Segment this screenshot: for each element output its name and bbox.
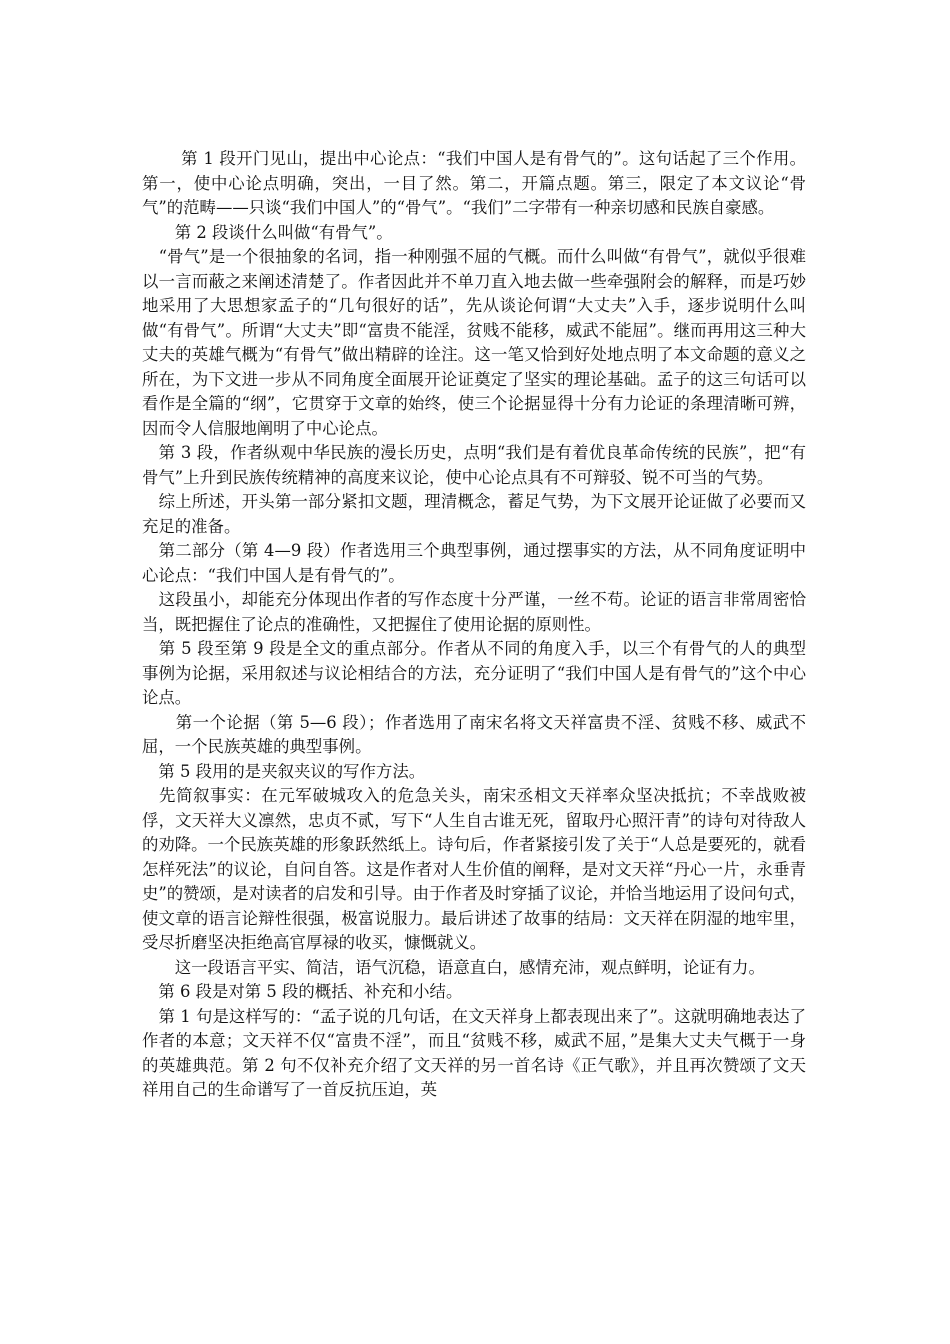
paragraph-4: 第 3 段，作者纵观中华民族的漫长历史，点明“我们是有着优良革命传统的民族”，把“有骨气”上升到民族传统精神的高度来议论，使中心论点具有不可辩驳、锐不可当的气势。 xyxy=(142,443,806,487)
paragraph-7: 这段虽小，却能充分体现出作者的写作态度十分严谨，一丝不苟。论证的语言非常周密恰当，既把握住了论点的准确性，又把握住了使用论据的原则性。 xyxy=(142,590,806,634)
paragraph-1: 第 1 段开门见山，提出中心论点：“我们中国人是有骨气的”。这句话起了三个作用。第一，使中心论点明确，突出，一目了然。第二，开篇点题。第三，限定了本文议论“骨气”的范畴——只谈“我们中国人”的“骨气”。“我们”二字带有一种亲切感和民族自豪感。 xyxy=(142,149,806,217)
paragraph-5: 综上所述，开头第一部分紧扣文题，理清概念，蓄足气势，为下文展开论证做了必要而又充足的准备。 xyxy=(142,492,806,536)
paragraph-6: 第二部分（第 4—9 段）作者选用三个典型事例，通过摆事实的方法，从不同角度证明中心论点：“我们中国人是有骨气的”。 xyxy=(142,541,806,585)
paragraph-8: 第 5 段至第 9 段是全文的重点部分。作者从不同的角度入手，以三个有骨气的人的典型事例为论据，采用叙述与议论相结合的方法，充分证明了“我们中国人是有骨气的”这个中心论点。 xyxy=(142,639,806,707)
paragraph-12: 这一段语言平实、简洁，语气沉稳，语意直白，感情充沛，观点鲜明，论证有力。 xyxy=(142,957,765,977)
paragraph-11: 先简叙事实：在元军破城攻入的危急关头，南宋丞相文天祥率众坚决抵抗；不幸战败被俘，文天祥大义凛然，忠贞不贰，写下“人生自古谁无死，留取丹心照汗青”的诗句对待敌人的劝降。一个民族英雄的形象跃然纸上。诗句后，作者紧接引发了关于“人总是要死的，就看怎样死法”的议论，自问自答。这是作者对人生价值的阐释，是对文天祥“丹心一片，永垂青史”的赞颂，是对读者的启发和引导。由于作者及时穿插了议论，并恰当地运用了设问句式，使文章的语言论辩性很强，极富说服力。最后讲述了故事的结局：文天祥在阴湿的地牢里，受尽折磨坚决拒绝高官厚禄的收买，慷慨就义。 xyxy=(142,786,807,952)
paragraph-10: 第 5 段用的是夹叙夹议的写作方法。 xyxy=(142,761,426,781)
paragraph-9: 第一个论据（第 5—6 段）；作者选用了南宋名将文天祥富贵不淫、贫贱不移、威武不屈，一个民族英雄的典型事例。 xyxy=(142,712,806,756)
paragraph-2: 第 2 段谈什么叫做“有骨气”。 xyxy=(142,222,393,242)
paragraph-3: “骨气”是一个很抽象的名词，指一种刚强不屈的气概。而什么叫做“有骨气”，就似乎很难以一言而蔽之来阐述清楚了。作者因此并不单刀直入地去做一些牵强附会的解释，而是巧妙地采用了大思想家孟子的“几句很好的话”，先从谈论何谓“大丈夫”入手，逐步说明什么叫做“有骨气”。所谓“大丈夫”即“富贵不能淫，贫贱不能移，威武不能屈”。继而再用这三种大丈夫的英雄气概为“有骨气”做出精辟的诠注。这一笔又恰到好处地点明了本文命题的意义之所在，为下文进一步从不同角度全面展开论证奠定了坚实的理论基础。孟子的这三句话可以看作是全篇的“纲”，它贯穿于文章的始终，使三个论据显得十分有力论证的条理清晰可辨，因而令人信服地阐明了中心论点。 xyxy=(142,247,806,438)
document-body xyxy=(142,147,806,1103)
paragraph-13: 第 6 段是对第 5 段的概括、补充和小结。 xyxy=(142,982,463,1001)
paragraph-14: 第 1 句是这样写的：“孟子说的几句话，在文天祥身上都表现出来了”。这就明确地表达了作者的本意；文天祥不仅“富贵不淫”，而且“贫贱不移，威武不屈，”是集大丈夫气概于一身的英雄典范。第 2 句不仅补充介绍了文天祥的另一首名诗《正气歌》，并且再次赞颂了文天祥用自己的生命谱写了一首反抗压迫，英 xyxy=(142,1006,806,1099)
